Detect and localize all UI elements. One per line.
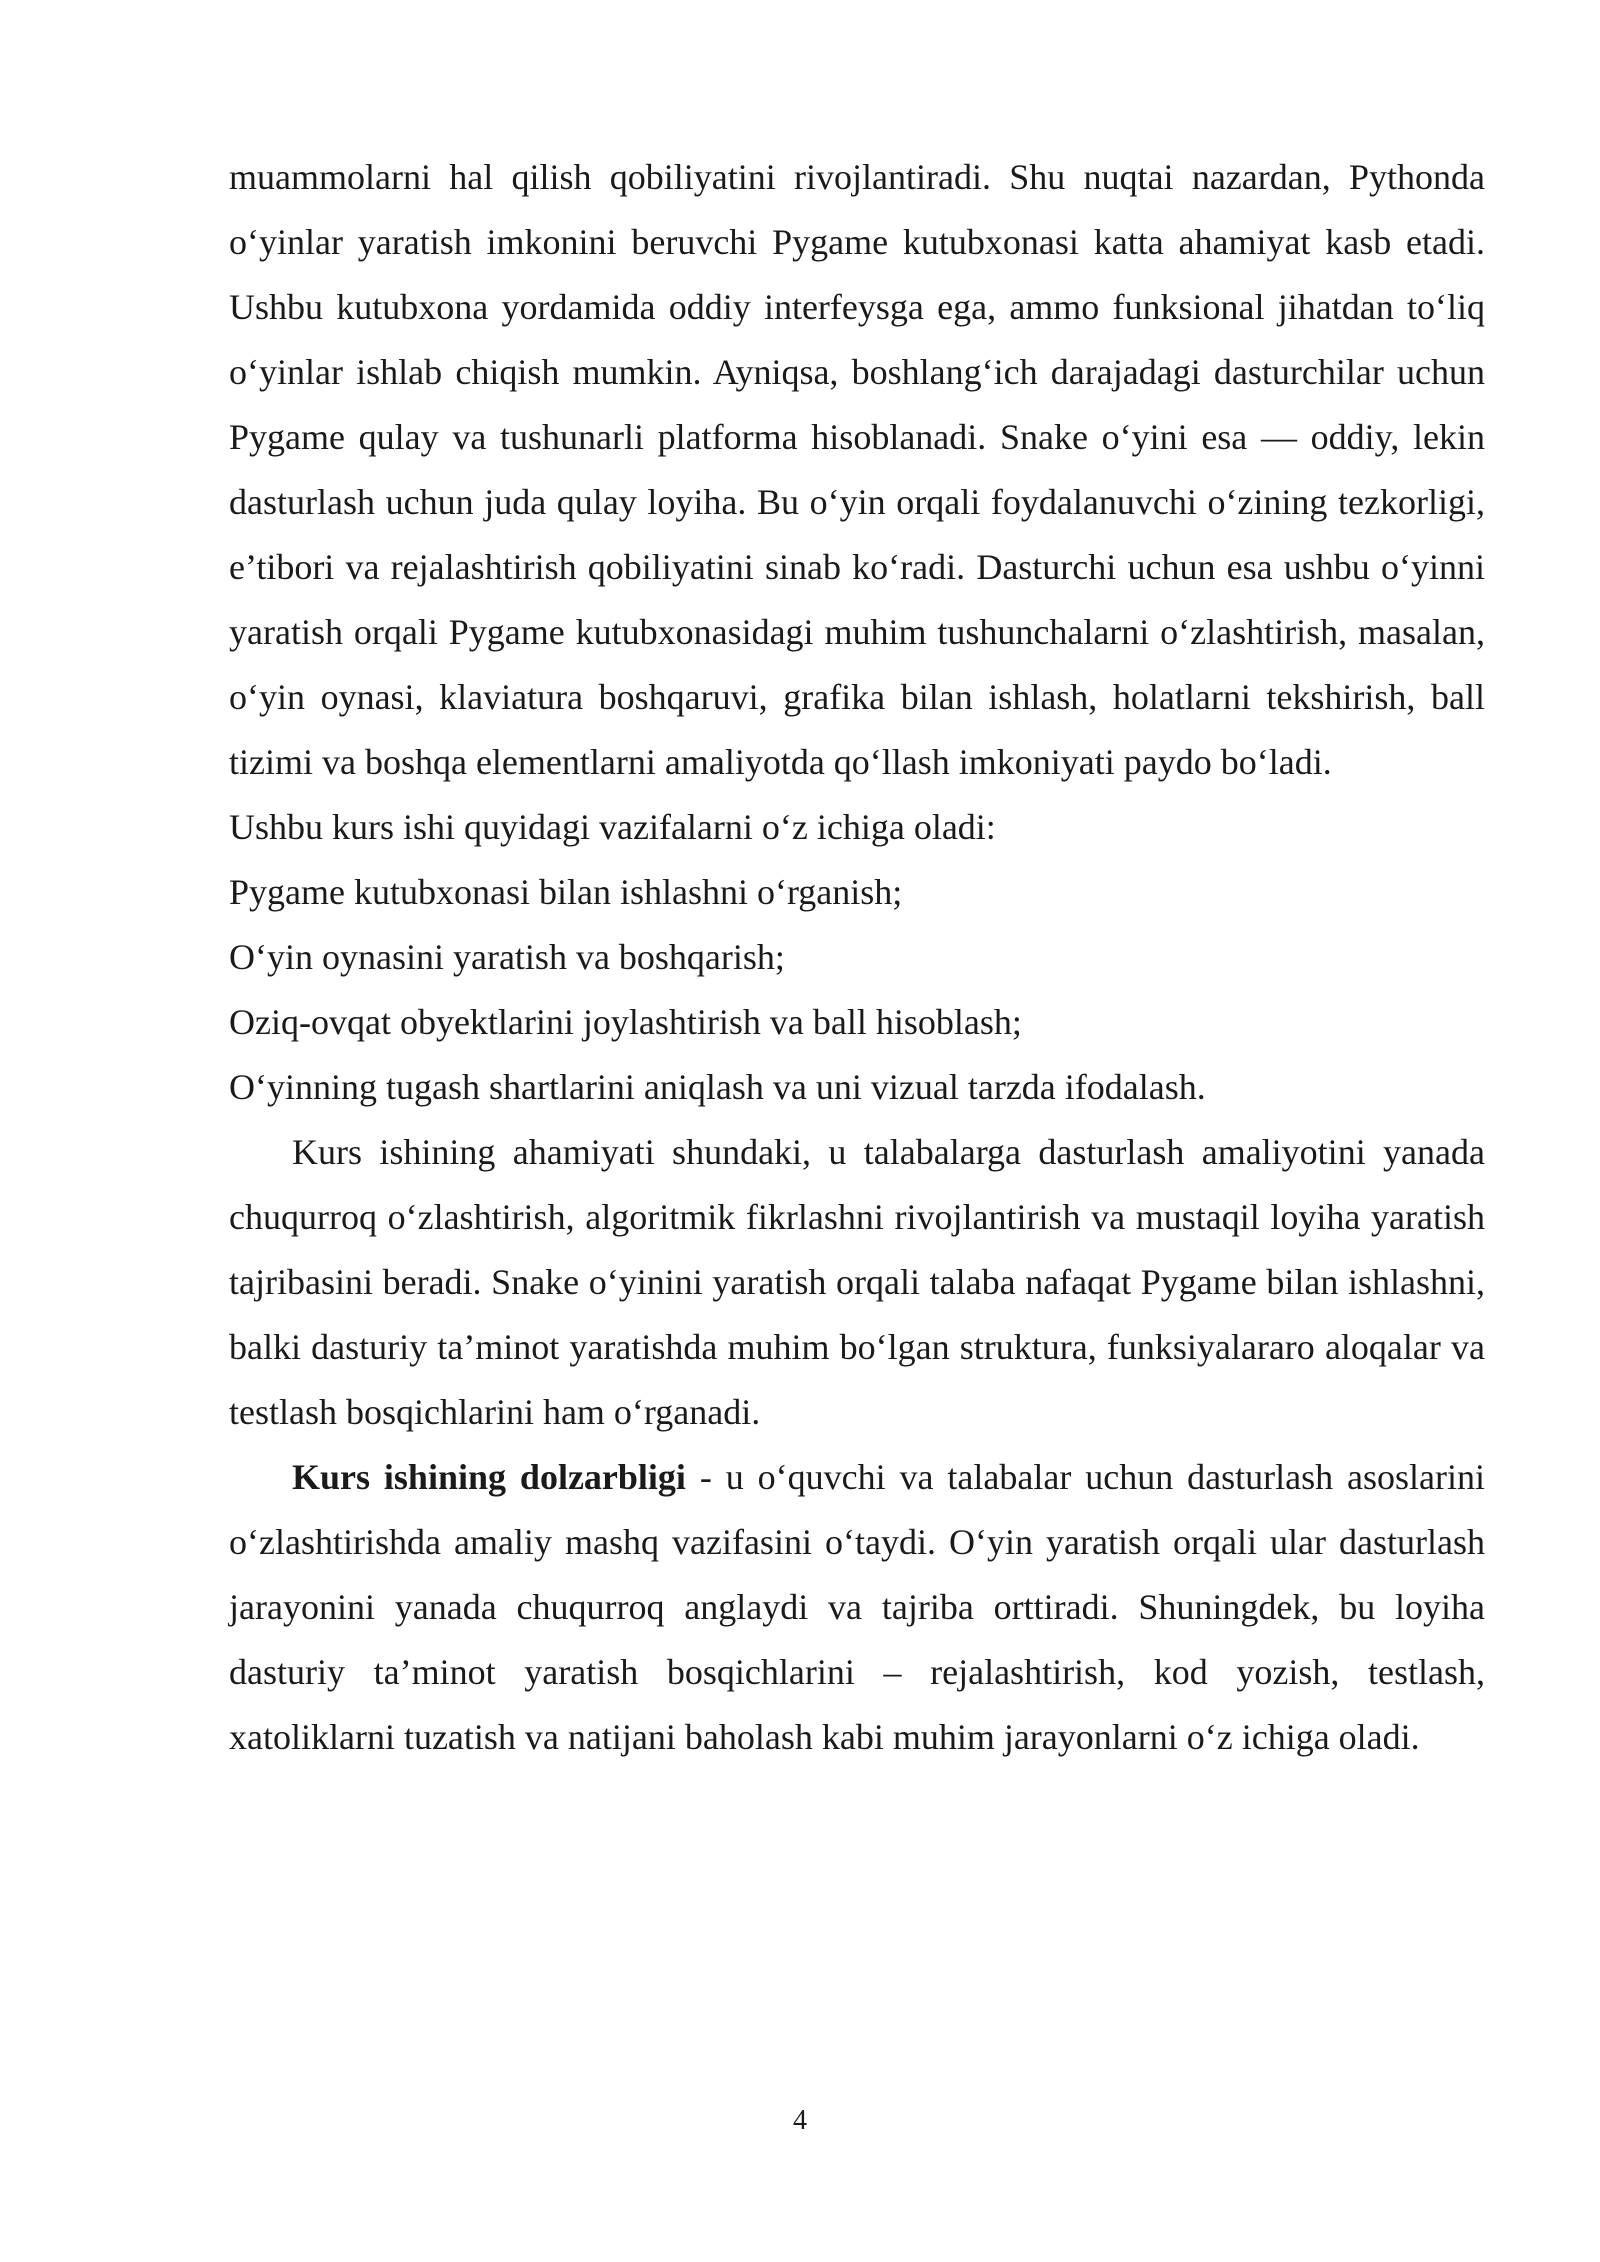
task-item: O‘yin oynasini yaratish va boshqarish;	[229, 937, 785, 977]
task-item: Oziq-ovqat obyektlarini joylashtirish va ball hisoblash;	[229, 1002, 1022, 1042]
task-item: Pygame kutubxonasi bilan ishlashni o‘rganish;	[229, 872, 903, 912]
task-item: O‘yinning tugash shartlarini aniqlash va uni vizual tarzda ifodalash.	[229, 1067, 1206, 1107]
paragraph-tasks-heading: Ushbu kurs ishi quyidagi vazifalarni o‘z ichiga oladi:	[229, 807, 996, 847]
document-body	[229, 145, 1485, 1770]
page-number: 4	[793, 2105, 807, 2136]
paragraph-significance: Kurs ishining ahamiyati shundaki, u talabalarga dasturlash amaliyotini yanada chuqurroq o‘zlashtirish, algoritmik fikrlashni rivojlantirish va mustaqil loyiha yaratish tajribasini beradi. Snake o‘yinini yaratish orqali talaba nafaqat Pygame bilan ishlashni, balki dasturiy ta’minot yaratishda muhim bo‘lgan struktura, funksiyalararo aloqalar va testlash bosqichlarini ham o‘rganadi.	[229, 1132, 1485, 1432]
paragraph-pygame-intro: muammolarni hal qilish qobiliyatini rivojlantiradi. Shu nuqtai nazardan, Pythonda o‘yinlar yaratish imkonini beruvchi Pygame kutubxonasi katta ahamiyat kasb etadi. Ushbu kutubxona yordamida oddiy interfeysga ega, ammo funksional jihatdan to‘liq o‘yinlar ishlab chiqish mumkin. Ayniqsa, boshlang‘ich darajadagi dasturchilar uchun Pygame qulay va tushunarli platforma hisoblanadi. Snake o‘yini esa — oddiy, lekin dasturlash uchun juda qulay loyiha. Bu o‘yin orqali foydalanuvchi o‘zining tezkorligi, e’tibori va rejalashtirish qobiliyatini sinab ko‘radi. Dasturchi uchun esa ushbu o‘yinni yaratish orqali Pygame kutubxonasidagi muhim tushunchalarni o‘zlashtirish, masalan, o‘yin oynasi, klaviatura boshqaruvi, grafika bilan ishlash, holatlarni tekshirish, ball tizimi va boshqa elementlarni amaliyotda qo‘llash imkoniyati paydo bo‘ladi.	[229, 157, 1485, 782]
relevance-heading: Kurs ishining dolzarbligi	[292, 1457, 686, 1497]
relevance-text: - u o‘quvchi va talabalar uchun dasturlash asoslarini o‘zlashtirishda amaliy mashq vazifasini o‘taydi. O‘yin yaratish orqali ular dasturlash jarayonini yanada chuqurroq anglaydi va tajriba orttiradi. Shuningdek, bu loyiha dasturiy ta’minot yaratish bosqichlarini – rejalashtirish, kod yozish, testlash, xatoliklarni tuzatish va natijani baholash kabi muhim jarayonlarni o‘z ichiga oladi.	[229, 1457, 1485, 1757]
paragraph-relevance	[229, 1445, 1485, 1770]
